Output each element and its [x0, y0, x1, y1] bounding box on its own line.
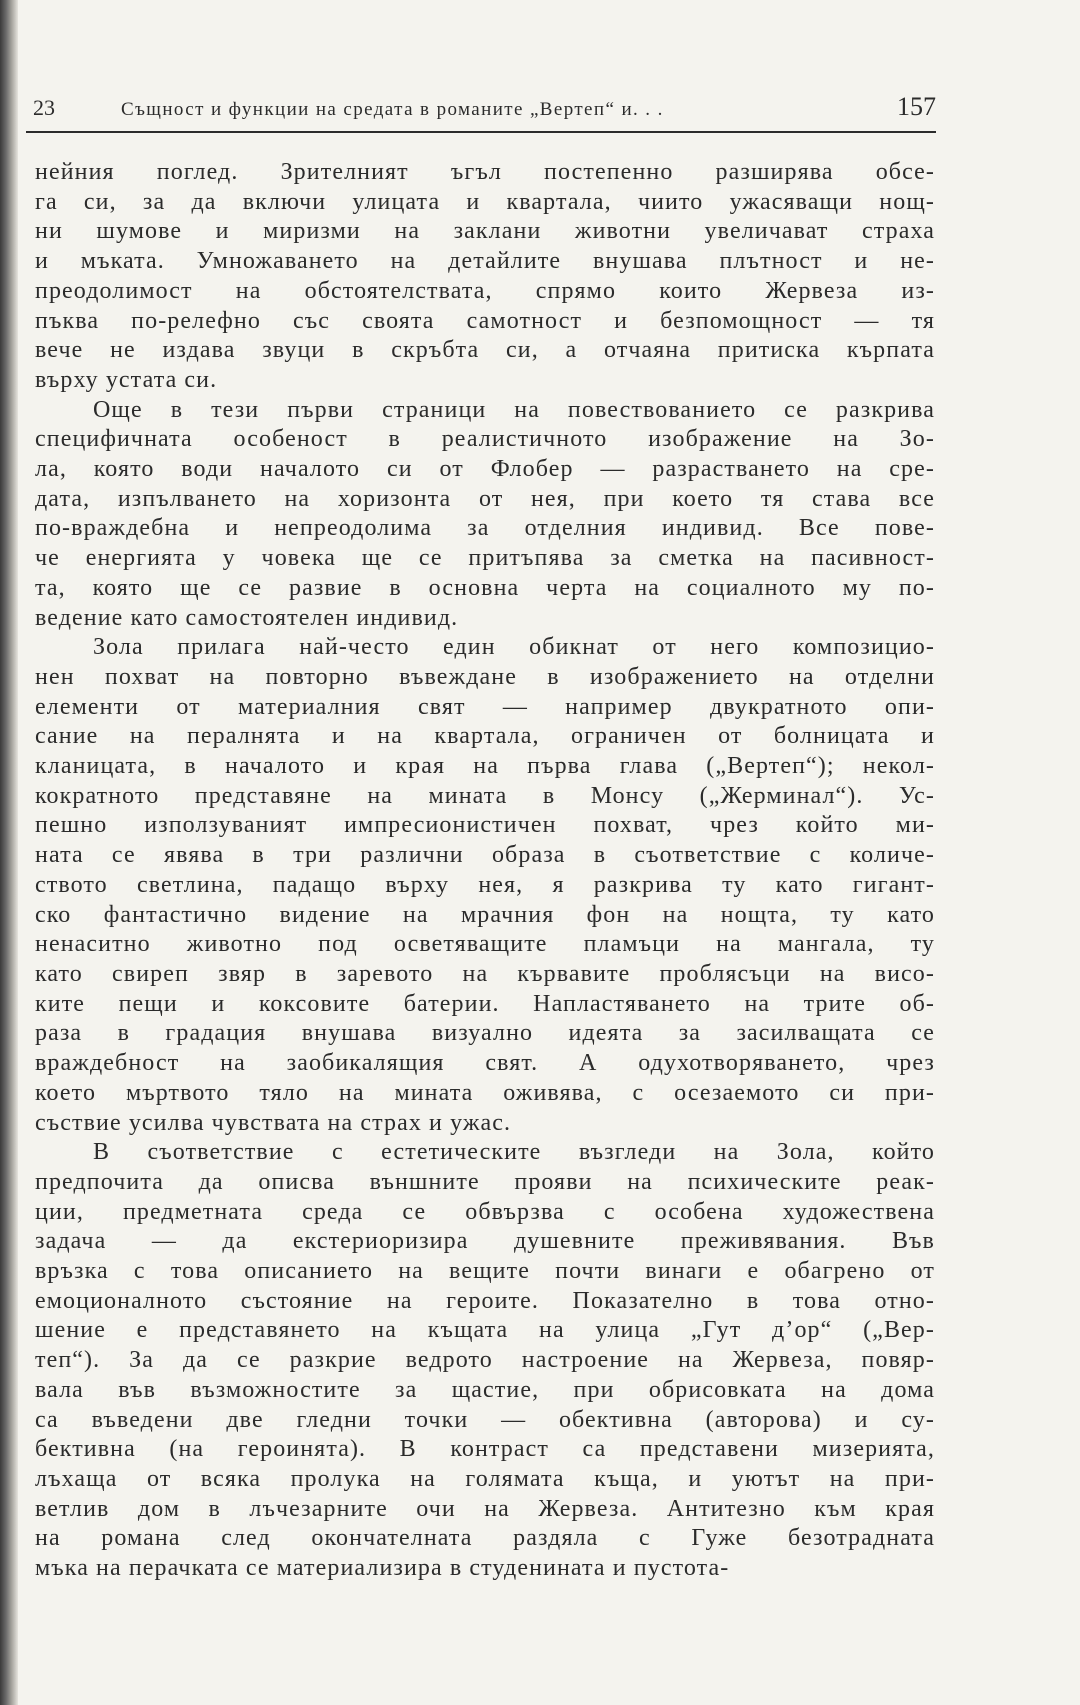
paragraph [35, 1138, 935, 1584]
text-line: дата, изпълването на хоризонта от нея, при което тя става все [35, 485, 935, 512]
text-line: нен похват на повторно въвеждане в изображението на отделни [35, 663, 935, 690]
running-title: Същност и функции на средата в романите „Вертеп“ и. . . [121, 99, 664, 120]
text-line: на романа след окончателната раздяла с Гуже безотрадната [35, 1525, 935, 1552]
text-line: раза в градация внушава визуално идеята за засилващата се [35, 1020, 935, 1047]
text-line: ни шумове и миризми на заклани животни увеличават страха [35, 218, 935, 245]
text-line: та, която ще се развие в основна черта на социалното му по- [35, 574, 935, 601]
text-line: ветлив дом в лъчезарните очи на Жервеза. Антитезно към края [35, 1495, 935, 1522]
paragraph [35, 633, 935, 1138]
page-header [33, 92, 936, 128]
text-line: ла, която води началото си от Флобер — разрастването на сре- [35, 456, 935, 483]
text-line: преодолимост на обстоятелствата, спрямо които Жервеза из- [35, 277, 935, 304]
text-line: емоционалното състояние на героите. Показателно в това отно- [35, 1287, 935, 1314]
text-line: ции, предметната среда се обвързва с особена художествена [35, 1198, 935, 1225]
text-line: вала във възможностите за щастие, при обрисовката на дома [35, 1376, 935, 1403]
header-rule [26, 131, 936, 133]
text-line: ството светлина, падащо върху нея, я разкрива ту като гигант- [35, 871, 935, 898]
text-line: нейния поглед. Зрителният ъгъл постепенно разширява обсе- [35, 159, 935, 185]
text-line: и мъката. Умножаването на детайлите внушава плътност и не- [35, 248, 935, 275]
text-line: ско фантастично видение на мрачния фон на нощта, ту като [35, 901, 935, 928]
paragraph [35, 396, 935, 634]
text-line: га си, за да включи улицата и квартала, чиито ужасяващи нощ- [35, 188, 935, 215]
text-line: по-враждебна и непреодолима за отделния индивид. Все пове- [35, 515, 935, 542]
text-line: теп“). За да се разкрие ведрото настроение на Жервеза, повяр- [35, 1347, 935, 1374]
book-spine-shadow [0, 0, 18, 1705]
text-line: елементи от материалния свят — например двукратното опи- [35, 693, 935, 720]
text-line: В съответствие с естетическите възгледи на Зола, който [93, 1139, 935, 1166]
section-number: 23 [33, 95, 55, 120]
text-line: задача — да екстериоризира душевните преживявания. Във [35, 1228, 935, 1255]
text-line: сание на пералнята и на квартала, ограничен от болницата и [35, 723, 935, 750]
body-text [35, 158, 935, 1584]
text-line: Още в тези първи страници на повествованието се разкрива [93, 396, 935, 423]
text-line: враждебност на заобикалящия свят. А одухотворяването, чрез [35, 1050, 935, 1077]
text-line: върху устата си. [35, 366, 218, 393]
text-line: предпочита да описва външните прояви на психическите реак- [35, 1168, 935, 1195]
text-line: Зола прилага най-често един обикнат от него композицио- [93, 634, 935, 661]
text-line: ненаситно животно под осветяващите пламъци на мангала, ту [35, 931, 935, 958]
text-line: бективна (на героинята). В контраст са представени мизерията, [35, 1436, 935, 1463]
text-line: кократното представяне на мината в Монсу („Жерминал“). Ус- [35, 782, 935, 809]
page-number: 157 [897, 92, 936, 121]
text-line: са въведени две гледни точки — обективна (авторова) и су- [35, 1406, 935, 1433]
text-line: връзка с това описанието на вещите почти винаги е обагрено от [35, 1258, 935, 1285]
text-line: пешно използуваният импресионистичен похват, чрез който ми- [35, 812, 935, 839]
text-line: че енергията у човека ще се притъпява за сметка на пасивност- [35, 545, 935, 572]
text-line: съствие усилва чувствата на страх и ужас. [35, 1109, 512, 1136]
text-line: ките пещи и коксовите батерии. Напластяването на трите об- [35, 990, 935, 1017]
text-line: ведение като самостоятелен индивид. [35, 604, 459, 631]
text-line: пъква по-релефно със своята самотност и безпомощност — тя [35, 307, 935, 334]
text-line: което мъртвото тяло на мината оживява, с осезаемото си при- [35, 1079, 935, 1106]
text-line: лъхаща от всяка пролука на голямата къща, и уютът на при- [35, 1465, 935, 1492]
text-line: ната се явява в три различни образа в съответствие с количе- [35, 842, 935, 869]
text-line: вече не издава звуци в скръбта си, а отчаяна притиска кърпата [35, 337, 935, 364]
text-line: специфичната особеност в реалистичното изображение на Зо- [35, 426, 935, 453]
text-line: кланицата, в началото и края на първа глава („Вертеп“); некол- [35, 753, 935, 780]
text-line: като свиреп звяр в заревото на кървавите проблясъци на висо- [35, 960, 935, 987]
text-line: мъка на перачката се материализира в студенината и пустота- [35, 1555, 730, 1582]
text-line: шение е представянето на къщата на улица „Гут д’ор“ („Вер- [35, 1317, 935, 1344]
paragraph [35, 158, 935, 396]
